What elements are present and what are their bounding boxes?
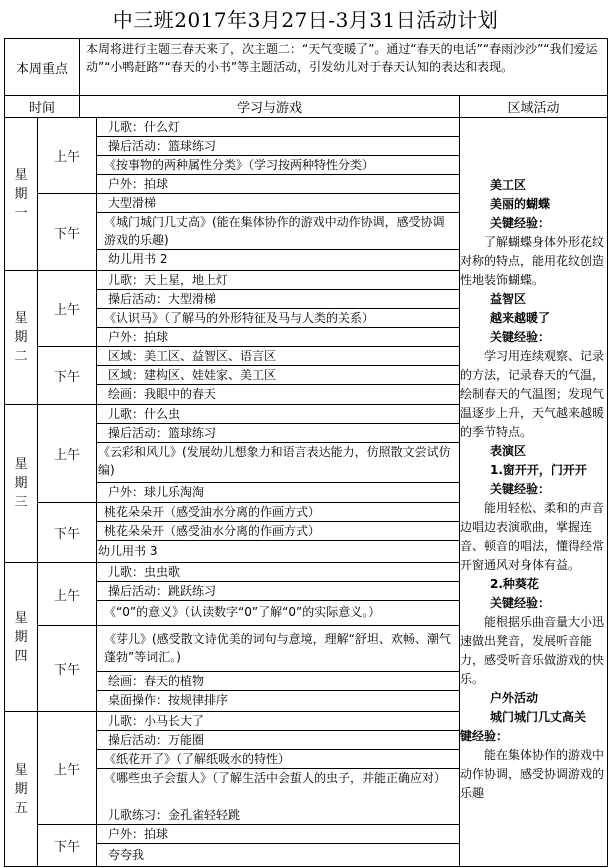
am-label: 上午	[53, 588, 80, 604]
focus-text: 本周将进行主题三春天来了，次主题二：“天气变暖了”。通过“春天的电话”“春雨沙沙”“我们爱运动”“小鸭赶路”“春天的小书”等主题活动，引发幼儿对于春天认知的表达和表现。	[86, 42, 598, 74]
region-outdoor-title: 城门城门几丈高关	[490, 710, 587, 724]
region-song-title: 2.种葵花	[490, 577, 539, 591]
list-item: 操后活动：大型滑梯	[108, 292, 217, 306]
day-label-tue	[5, 271, 37, 404]
list-item: 幼儿用书 2	[108, 252, 168, 266]
list-item: 户外：拍球	[108, 330, 169, 344]
list-item: 儿歌：天上星，地上灯	[108, 273, 229, 287]
region-art-text: 了解蝴蝶身体外形花纹对称的特点，能用花纹创造性地装饰蝴蝶。	[460, 235, 605, 287]
page-title: 中三班2017年3月27日-3月31日活动计划	[112, 8, 499, 32]
am-label: 上午	[53, 303, 80, 318]
region-key-label: 关键经验：	[490, 330, 551, 344]
list-item: 《认识马》（了解马的外形特征及马与人类的关系）	[104, 311, 375, 325]
region-puzzle-title: 越来越暖了	[490, 311, 551, 325]
list-item: 幼儿用书 3	[98, 544, 158, 558]
day-label-wed	[5, 405, 37, 562]
day-name: 星期五	[14, 762, 28, 816]
list-item: 《哪些虫子会蜇人》（了解生活中会蜇人的虫子，并能正确应对）	[104, 771, 447, 785]
list-item: 夸夸我	[108, 848, 145, 862]
region-show-title: 1.窗开开，门开开	[490, 463, 587, 477]
pm-label: 下午	[53, 226, 80, 242]
list-item: 《“0”的意义》（认读数字“0”了解“0”的实际意义。）	[104, 605, 381, 619]
list-item: 区域：建构区、娃娃家、美工区	[108, 368, 277, 382]
region-puzzle-text: 学习用连续观察、记录的方法，记录春天的气温，绘制春天的气温图；发现气温逐步上升，天气越来越暖的季节特点。	[460, 349, 605, 439]
pm-label: 下午	[53, 370, 80, 385]
region-key-label: 关键经验：	[490, 482, 551, 496]
region-outdoor-area: 户外活动	[490, 691, 539, 705]
day-name: 星期三	[14, 457, 28, 510]
am-label: 上午	[53, 448, 80, 463]
list-item: 《芽儿》(感受散文诗优美的词句与意境，理解“舒坦、欢畅、潮气蓬勃”等词汇。)	[104, 632, 451, 664]
am-label: 上午	[53, 762, 80, 778]
day-label-fri	[5, 712, 37, 866]
header-region: 区域活动	[507, 101, 560, 116]
list-item: 儿歌：什么虫	[108, 407, 181, 421]
region-art-area: 美工区	[490, 178, 527, 192]
header-learning: 学习与游戏	[236, 101, 302, 116]
region-puzzle-area: 益智区	[490, 292, 527, 306]
day-label-mon	[5, 118, 37, 270]
list-item: 《云彩和风儿》(发展幼儿想象力和语言表达能力，仿照散文尝试仿编)	[98, 445, 451, 477]
list-item: 区域：美工区、益智区、语言区	[108, 349, 277, 363]
list-item: 儿歌：什么灯	[108, 120, 181, 134]
region-column	[460, 176, 608, 803]
list-item: 操后活动：万能圈	[108, 733, 205, 747]
list-item: 《按事物的两种属性分类》（学习按两种特性分类）	[104, 158, 375, 172]
region-key-label: 关键经验：	[490, 216, 551, 230]
focus-label: 本周重点	[15, 61, 68, 77]
pm-label: 下午	[53, 840, 80, 855]
region-show-text: 能用轻松、柔和的声音边唱边表演歌曲，掌握连音、顿音的唱法，懂得经常开窗通风对身体有益。	[460, 501, 605, 572]
list-item: 儿歌练习：金孔雀轻轻跳	[108, 808, 241, 822]
list-item: 操后活动：跳跃练习	[108, 584, 217, 598]
list-item: 操后活动：篮球练习	[108, 426, 217, 440]
list-item: 《纸花开了》（了解纸吸水的特性）	[104, 752, 291, 766]
region-song-text: 能根据乐曲音量大小迅速做出凳音，发展听音能力，感受听音乐做游戏的快乐。	[460, 615, 605, 686]
region-key-label: 关键经验：	[490, 596, 551, 610]
pm-label: 下午	[53, 663, 80, 678]
day-label-thu	[5, 563, 37, 711]
list-item: 户外：拍球	[108, 827, 169, 841]
list-item: 桌面操作：按规律排序	[108, 693, 229, 707]
list-item: 户外：球儿乐淘淘	[108, 485, 205, 499]
am-label: 上午	[53, 150, 80, 165]
region-outdoor-key: 键经验：	[460, 729, 509, 743]
region-outdoor-text: 能在集体协作的游戏中动作协调，感受协调游戏的乐趣	[460, 748, 605, 800]
list-item: 操后活动：篮球练习	[108, 139, 217, 153]
list-item: 桃花朵朵开（感受油水分离的作画方式）	[104, 505, 321, 519]
list-item: 绘画：我眼中的春天	[108, 387, 217, 401]
list-item: 绘画：春天的植物	[108, 674, 205, 688]
list-item: 大型滑梯	[108, 196, 157, 210]
list-item: 儿歌：虫虫歌	[108, 565, 181, 579]
region-art-title: 美丽的蝴蝶	[490, 197, 551, 211]
region-show-area: 表演区	[490, 444, 527, 458]
list-item: 儿歌：小马长大了	[108, 714, 205, 728]
list-item: 《城门城门几丈高》(能在集体协作的游戏中动作协调，感受协调游戏的乐趣)	[104, 215, 445, 247]
day-name: 星期二	[14, 311, 28, 364]
list-item: 户外：拍球	[108, 177, 169, 191]
day-name: 星期一	[14, 167, 28, 221]
day-name: 星期四	[14, 610, 28, 664]
header-time: 时间	[28, 101, 55, 116]
list-item: 桃花朵朵开（感受油水分离的作画方式）	[104, 524, 321, 538]
pm-label: 下午	[53, 527, 80, 542]
